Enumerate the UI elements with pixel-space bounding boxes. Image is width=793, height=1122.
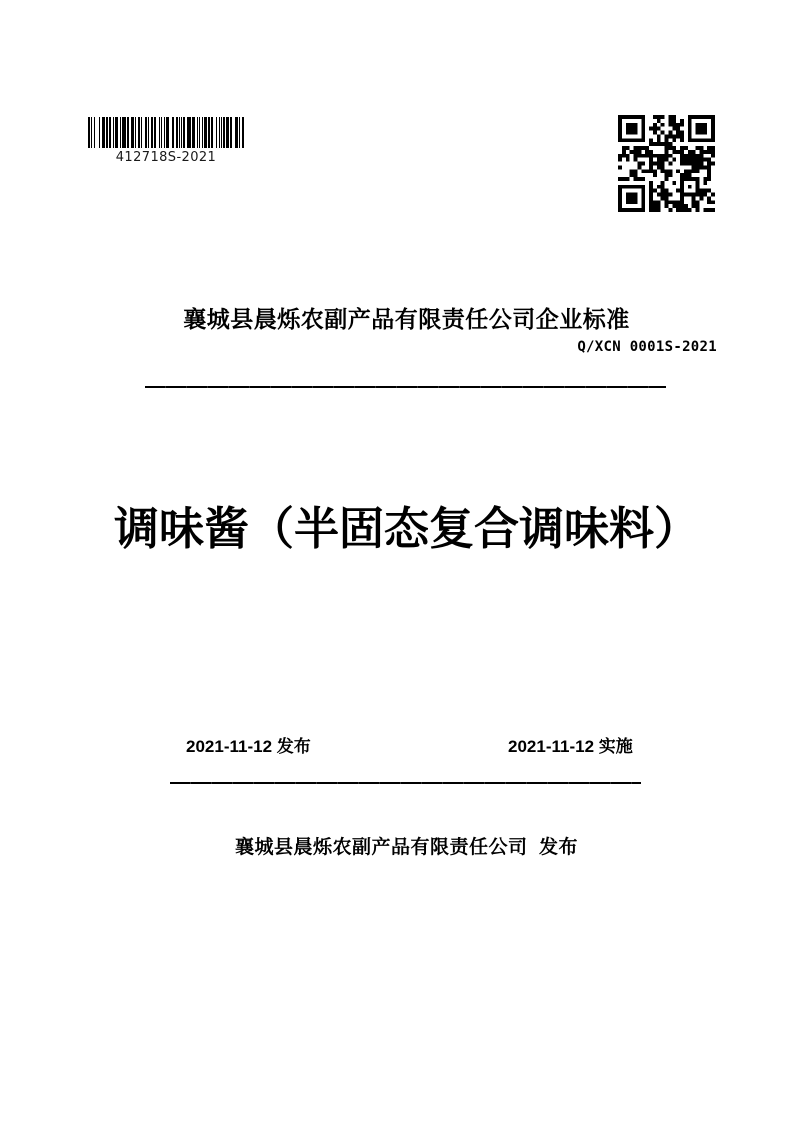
company-standard-heading: 襄城县晨烁农副产品有限责任公司企业标准 [183,306,630,332]
implementation-date-line [508,732,633,757]
barcode-icon [88,117,244,148]
top-divider-line [145,386,666,388]
document-title: 调味酱（半固态复合调味料） [113,503,699,554]
barcode [88,117,244,165]
qr-code-icon [618,115,715,212]
barcode-label: 412718S-2021 [115,150,217,165]
standard-number: Q/XCN 0001S-2021 [577,339,717,355]
publisher-line: 襄城县晨烁农副产品有限责任公司 发布 [234,837,579,858]
bottom-divider-line [170,782,641,784]
release-date-label: 发布 [276,737,311,756]
implementation-date-label: 实施 [598,737,633,756]
implementation-date-value: 2021-11-12 [508,737,595,756]
release-date-line [186,732,311,757]
release-date-value: 2021-11-12 [186,737,273,756]
